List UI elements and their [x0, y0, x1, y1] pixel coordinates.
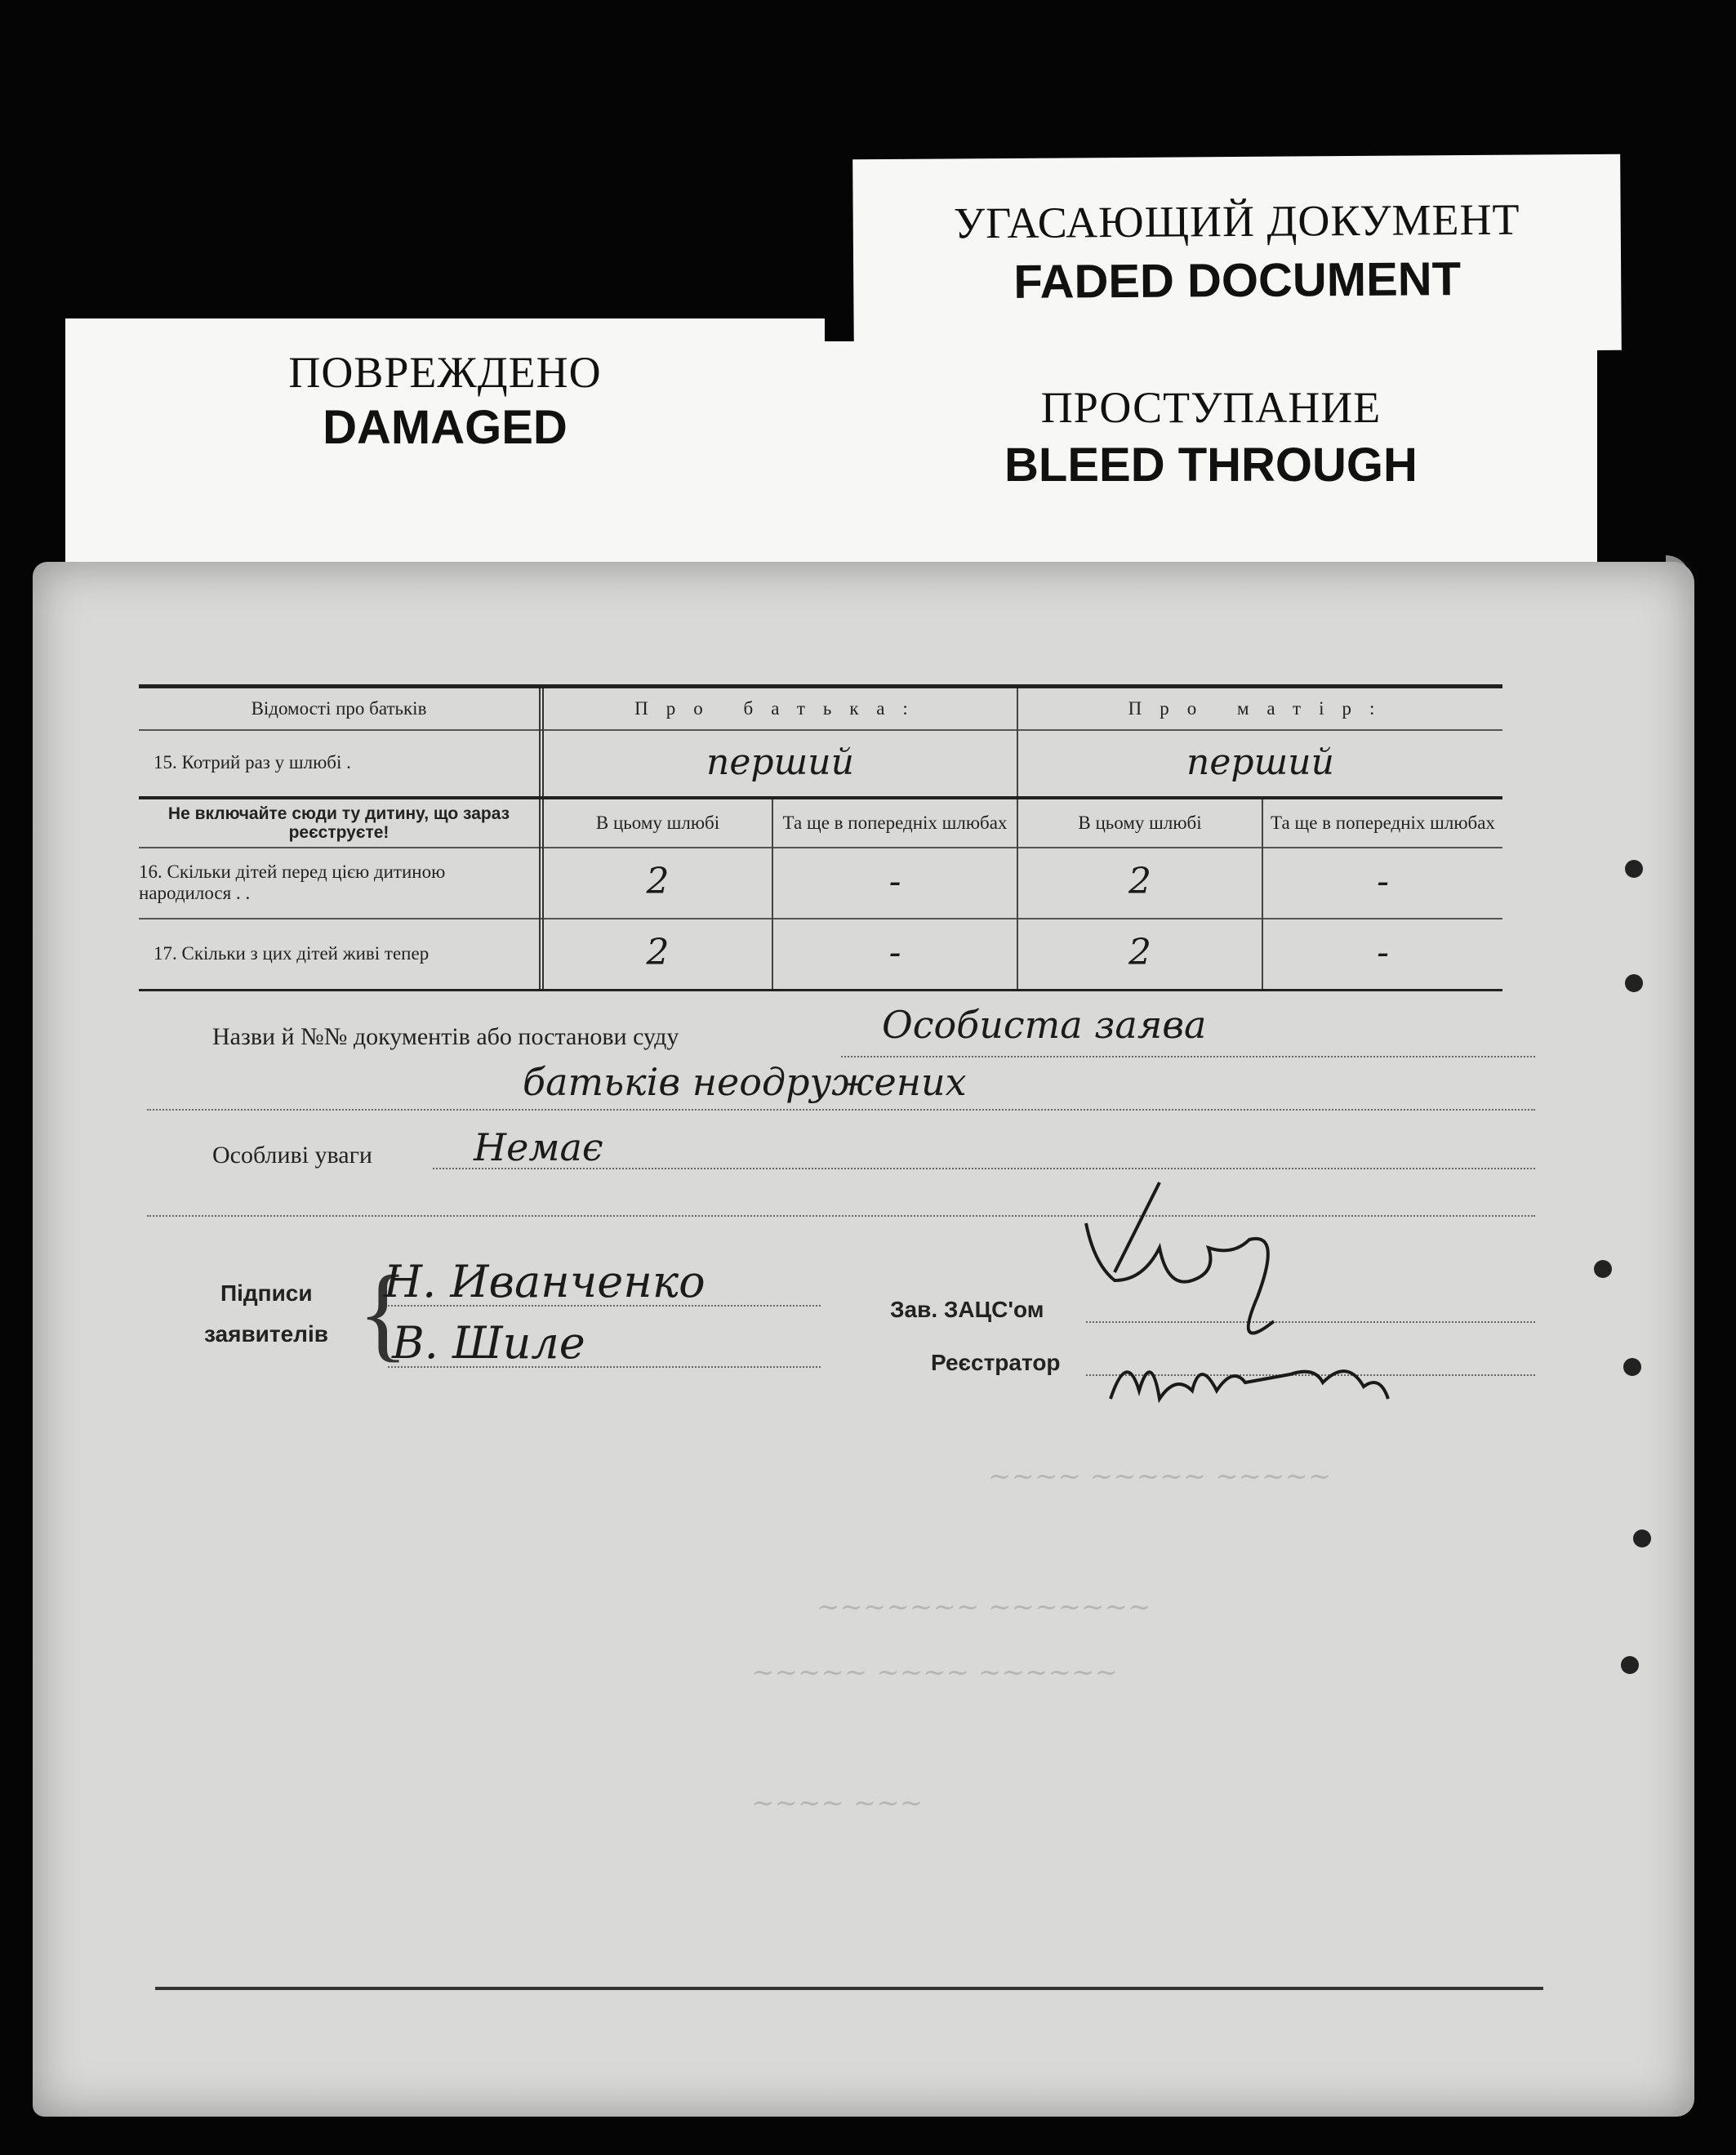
- applicant-2-line: [388, 1366, 821, 1368]
- mother-this-marriage-header: В цьому шлюбі: [1017, 799, 1262, 847]
- header-father: Про батька:: [539, 688, 1017, 729]
- row16-mother-this: 2: [1017, 847, 1262, 918]
- damaged-label-ru: ПОВРЕЖДЕНО: [288, 348, 602, 397]
- applicant-1-line: [388, 1305, 821, 1307]
- father-this-marriage-header: В цьому шлюбі: [539, 799, 772, 847]
- table-row-17: [139, 918, 1502, 989]
- row16-label: 16. Скільки дітей перед цією дитиною народилося . .: [139, 862, 446, 903]
- table-row-16: [139, 847, 1502, 919]
- applicants-label-1: Підписи: [220, 1280, 313, 1306]
- row17-father-this: 2: [539, 918, 772, 989]
- documents-value-2: батьків неодружених: [523, 1060, 967, 1104]
- faded-label-en: FADED DOCUMENT: [1013, 252, 1462, 309]
- documents-label: Назви й №№ документів або постанови суду: [212, 1023, 679, 1050]
- row16-father-prev: -: [772, 847, 1017, 918]
- bottom-rule: [155, 1987, 1543, 1990]
- bleed-through-text: ~~~~ ~~~~~ ~~~~~: [988, 1460, 1332, 1493]
- bleed-label-ru: ПРОСТУПАНИЕ: [1040, 383, 1382, 432]
- bleed-label-en: BLEED THROUGH: [1004, 439, 1418, 492]
- row17-mother-prev: -: [1262, 918, 1502, 989]
- exclude-child-note: Не включайте сюди ту дитину, що зараз реєструєте!: [167, 804, 510, 842]
- notes-label: Особливі уваги: [212, 1142, 372, 1169]
- father-prev-marriages-header: Та ще в попередніх шлюбах: [772, 799, 1017, 847]
- binding-hole: [1625, 974, 1643, 992]
- table-header-row: [139, 688, 1502, 731]
- registrar-label: Реєстратор: [931, 1350, 1061, 1375]
- notes-value: Немає: [474, 1125, 603, 1169]
- binding-hole: [1633, 1529, 1651, 1547]
- faded-document-label: [852, 154, 1622, 356]
- damaged-label-en: DAMAGED: [323, 401, 568, 454]
- row17-mother-this: 2: [1017, 918, 1262, 989]
- row15-label: 15. Котрий раз у шлюбі .: [154, 752, 351, 773]
- header-mother: Про матір:: [1017, 688, 1502, 729]
- registrar-signature: [1102, 1334, 1445, 1440]
- binding-hole: [1625, 860, 1643, 878]
- header-parents-info: Відомості про батьків: [251, 698, 427, 719]
- documents-line-2: [147, 1109, 1535, 1111]
- row17-father-prev: -: [772, 918, 1017, 989]
- table-subheader-row: [139, 799, 1502, 848]
- documents-line-1: [841, 1056, 1535, 1057]
- binding-hole: [1594, 1260, 1612, 1278]
- applicants-label-2: заявителів: [204, 1321, 328, 1347]
- table-row-15: [139, 729, 1502, 799]
- bleed-through-label: [825, 341, 1597, 578]
- record-page: [33, 562, 1694, 2117]
- row16-mother-prev: -: [1262, 847, 1502, 918]
- row15-mother-value: перший: [1017, 729, 1502, 796]
- head-label: Зав. ЗАЦС'ом: [890, 1297, 1044, 1322]
- row17-label: 17. Скільки з цих дітей живі тепер: [154, 942, 430, 964]
- row16-father-this: 2: [539, 847, 772, 918]
- applicant-2-signature: В. Шиле: [392, 1317, 585, 1369]
- parents-info-table: [139, 684, 1502, 991]
- mother-prev-marriages-header: Та ще в попередніх шлюбах: [1262, 799, 1502, 847]
- documents-value-1: Особиста заява: [882, 1003, 1207, 1047]
- applicants-brace: {: [358, 1254, 409, 1372]
- bleed-through-text: ~~~~~ ~~~~ ~~~~~~: [751, 1656, 1118, 1689]
- applicant-1-signature: Н. Иванченко: [384, 1256, 706, 1307]
- faded-label-ru: УГАСАЮЩИЙ ДОКУМЕНТ: [953, 194, 1520, 248]
- binding-hole: [1623, 1358, 1641, 1376]
- bleed-through-text: ~~~~~~~ ~~~~~~~: [817, 1591, 1151, 1623]
- damaged-label: [65, 318, 825, 572]
- bleed-through-text: ~~~~ ~~~: [751, 1787, 924, 1819]
- binding-hole: [1621, 1656, 1639, 1674]
- row15-father-value: перший: [539, 729, 1017, 796]
